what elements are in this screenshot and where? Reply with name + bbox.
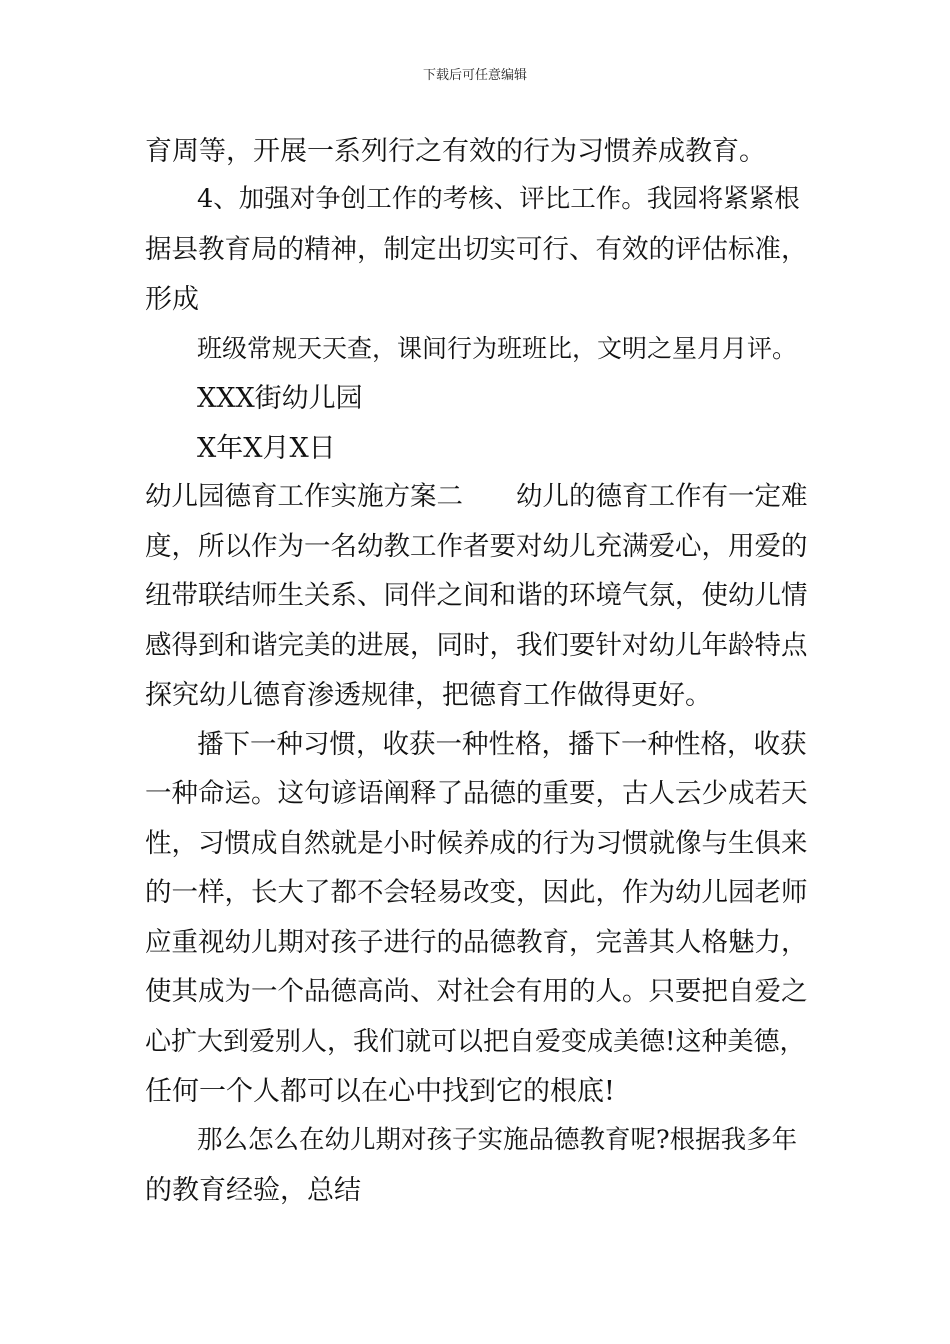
text-line: 性，习惯成自然就是小时候养成的行为习惯就像与生俱来 xyxy=(145,828,808,859)
text-line: 4、加强对争创工作的考核、评比工作。我园将紧紧根 xyxy=(197,184,800,214)
text-line: 播下一种习惯，收获一种性格，播下一种性格，收获 xyxy=(197,729,807,760)
text-line: 的教育经验，总结 xyxy=(145,1175,361,1206)
text-line: 感得到和谐完美的进展，同时，我们要针对幼儿年龄特点 xyxy=(145,630,808,661)
text-line: 使其成为一个品德高尚、对社会有用的人。只要把自爱之 xyxy=(145,976,808,1007)
page-header: 下载后可任意编辑 xyxy=(422,68,527,83)
text-line: 据县教育局的精神，制定出切实可行、有效的评估标准， xyxy=(145,234,808,265)
text-line: 的一样，长大了都不会轻易改变，因此，作为幼儿园老师 xyxy=(145,877,808,908)
text-line: 那么怎么在幼儿期对孩子实施品德教育呢?根据我多年 xyxy=(197,1125,798,1155)
text-line: 心扩大到爱别人，我们就可以把自爱变成美德!这种美德， xyxy=(145,1027,806,1057)
text-line: X年X月X日 xyxy=(197,433,336,464)
text-line: 应重视幼儿期对孩子进行的品德教育，完善其人格魅力， xyxy=(145,927,808,958)
text-line: 度，所以作为一名幼教工作者要对幼儿充满爱心，用爱的 xyxy=(145,531,808,562)
text-line: 一种命运。这句谚语阐释了品德的重要，古人云少成若天 xyxy=(145,778,808,809)
section-title-line: 幼儿园德育工作实施方案二 幼儿的德育工作有一定难 xyxy=(145,481,808,512)
text-line: 任何一个人都可以在心中找到它的根底! xyxy=(145,1076,615,1107)
text-line: 探究幼儿德育渗透规律，把德育工作做得更好。 xyxy=(145,680,712,711)
text-line: XXX街幼儿园 xyxy=(197,383,363,414)
text-line: 纽带联结师生关系、同伴之间和谐的环境气氛，使幼儿情 xyxy=(145,580,808,611)
text-line: 形成 xyxy=(145,284,199,315)
text-line: 班级常规天天查，课间行为班班比，文明之星月月评。 xyxy=(197,334,798,363)
text-line: 育周等，开展一系列行之有效的行为习惯养成教育。 xyxy=(145,136,766,167)
